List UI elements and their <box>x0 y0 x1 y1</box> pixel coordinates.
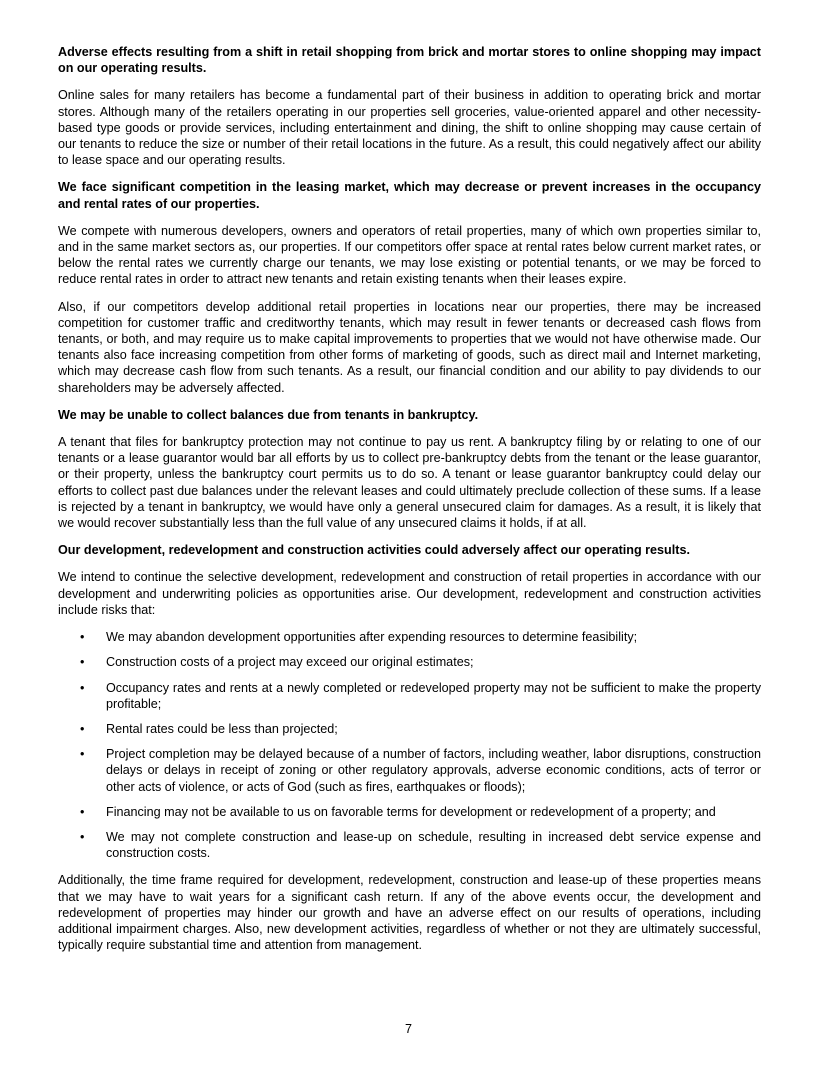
section-heading: We may be unable to collect balances due from tenants in bankruptcy. <box>58 407 479 422</box>
bullet-icon: • <box>80 804 85 819</box>
bullet-icon: • <box>80 747 85 762</box>
section-development-risks <box>58 542 761 953</box>
bullet-icon: • <box>80 680 85 695</box>
section-online-shopping <box>58 44 761 168</box>
section-paragraph: Online sales for many retailers has become a fundamental part of their business in addition to operating brick and mortar stores. Although many of the retailers operating in our properties sell groceries, value-oriented apparel and other necessity-based type goods or provide services, including entertainment and dining, the shift to online shopping may cause certain of our tenants to reduce the size or number of their retail locations in the future. As a result, this could negatively affect our ability to lease space and our operating results. <box>58 88 761 168</box>
list-item-text: Occupancy rates and rents at a newly completed or redeveloped property may not be sufficient to make the property profitable; <box>106 680 761 711</box>
list-item <box>58 654 761 670</box>
document-page <box>58 44 761 964</box>
section-paragraph: We intend to continue the selective development, redevelopment and construction of retail properties in accordance with our development and underwriting policies as opportunities arise. Our development, redevelopment and construction activities include risks that: <box>58 570 761 617</box>
list-item <box>58 680 761 712</box>
list-item-text: Construction costs of a project may exceed our original estimates; <box>106 655 474 670</box>
list-item-text: We may abandon development opportunities after expending resources to determine feasibility; <box>106 630 638 645</box>
section-heading: Adverse effects resulting from a shift in retail shopping from brick and mortar stores to online shopping may impact on our operating results. <box>58 45 761 76</box>
bullet-icon: • <box>80 721 85 736</box>
section-paragraph: Additionally, the time frame required for development, redevelopment, construction and lease-up of these properties means that we may have to wait years for a significant cash return. If any of the above events occur, the development and redevelopment of properties may hinder our growth and have an adverse effect on our results of operations, including additional impairment charges. Also, new development activities, regardless of whether or not they are ultimately successful, typically require substantial time and attention from management. <box>58 873 761 953</box>
risk-bullet-list <box>58 629 761 861</box>
section-paragraph: Also, if our competitors develop additional retail properties in locations near our properties, there may be increased competition for customer traffic and creditworthy tenants, which may result in fewer tenants or decreased cash flows from tenants, or both, and may require us to make capital improvements to properties that we would not have otherwise made. Our tenants also face increasing competition from other forms of marketing of goods, such as direct mail and Internet marketing, which may decrease cash flow from such tenants. As a result, our financial condition and our ability to pay dividends to our shareholders may be adversely affected. <box>58 299 761 395</box>
section-tenant-bankruptcy <box>58 407 761 531</box>
list-item-text: Rental rates could be less than projected; <box>106 721 338 736</box>
bullet-icon: • <box>80 655 85 670</box>
list-item-text: Financing may not be available to us on favorable terms for development or redevelopment of a property; and <box>106 804 716 819</box>
section-heading: We face significant competition in the leasing market, which may decrease or prevent increases in the occupancy and rental rates of our properties. <box>58 180 761 211</box>
list-item <box>58 721 761 737</box>
section-heading: Our development, redevelopment and construction activities could adversely affect our operating results. <box>58 543 690 558</box>
list-item <box>58 629 761 645</box>
bullet-icon: • <box>80 630 85 645</box>
page-number: 7 <box>404 1022 412 1036</box>
list-item <box>58 804 761 820</box>
section-leasing-competition <box>58 179 761 395</box>
list-item <box>58 746 761 795</box>
section-paragraph: We compete with numerous developers, owners and operators of retail properties, many of which own properties similar to, and in the same market sectors as, our properties. If our competitors offer space at rental rates below current market rates, or below the rental rates we currently charge our tenants, we may lose existing or potential tenants, or we may be forced to reduce rental rates in order to attract new tenants and retain existing tenants when their leases expire. <box>58 223 761 287</box>
list-item-text: Project completion may be delayed because of a number of factors, including weather, labor disruptions, construction delays or delays in receipt of zoning or other regulatory approvals, adverse economic conditions, acts of terror or other acts of violence, or acts of God (such as fires, earthquakes or floods); <box>106 747 761 794</box>
list-item-text: We may not complete construction and lease-up on schedule, resulting in increased debt service expense and construction costs. <box>106 829 761 861</box>
bullet-icon: • <box>80 829 85 844</box>
list-item <box>58 829 761 861</box>
section-paragraph: A tenant that files for bankruptcy protection may not continue to pay us rent. A bankruptcy filing by or relating to one of our tenants or a lease guarantor would bar all efforts by us to collect pre-bankruptcy debts from the tenant or the lease guarantor, or their property, unless the bankruptcy court permits us to do so. A tenant or lease guarantor bankruptcy could delay our efforts to collect past due balances under the relevant leases and could ultimately preclude collection of these sums. If a lease is rejected by a tenant in bankruptcy, we would have only a general unsecured claim for damages. As a result, it is likely that we would recover substantially less than the full value of any unsecured claims it holds, if at all. <box>58 435 761 531</box>
